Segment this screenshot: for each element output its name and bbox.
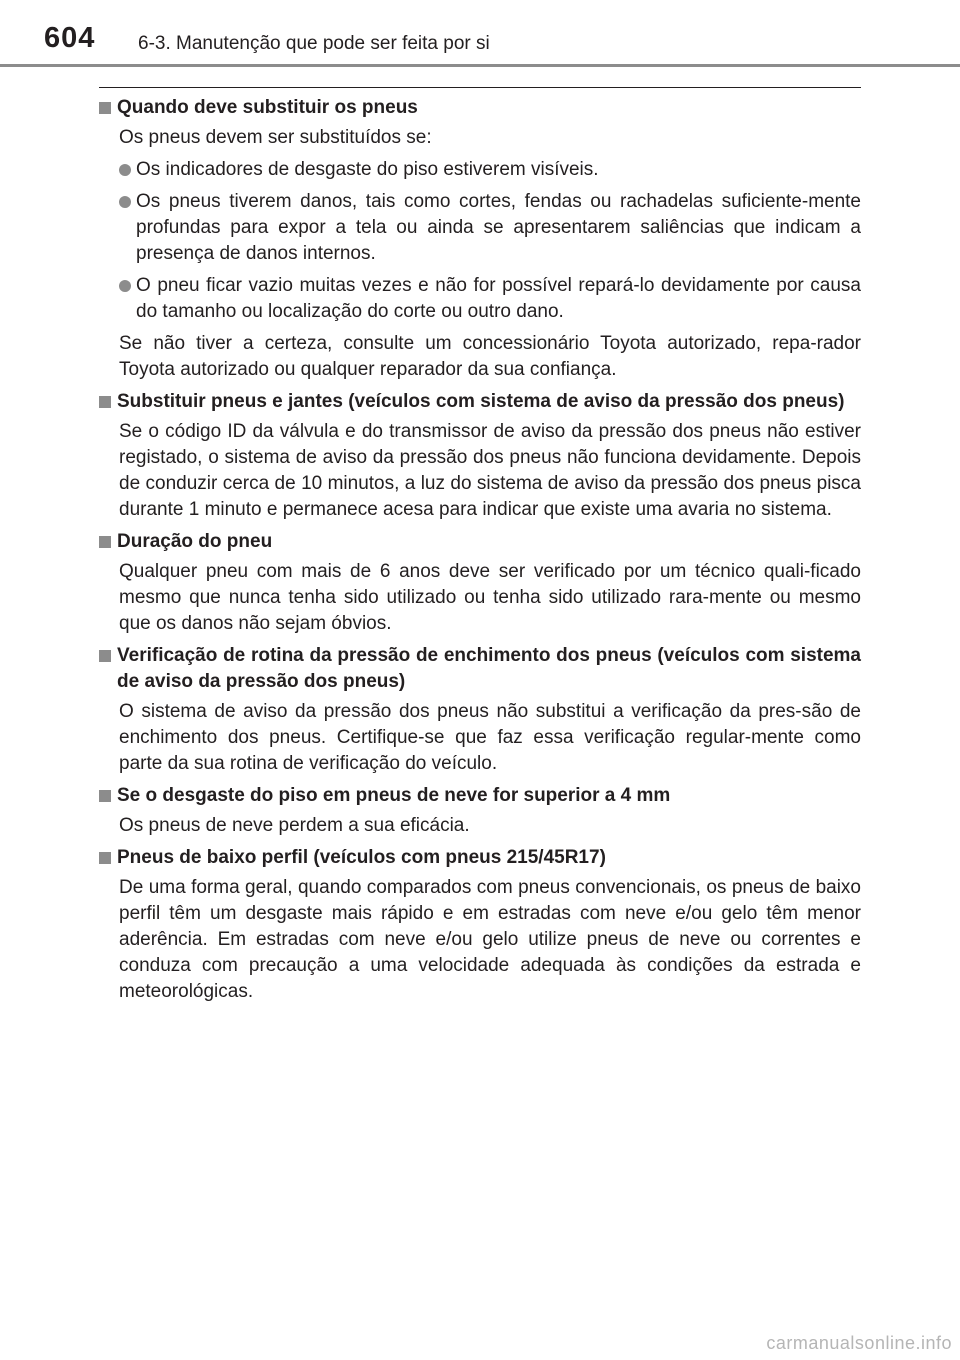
content-divider — [99, 87, 861, 88]
watermark: carmanualsonline.info — [766, 1333, 952, 1353]
section-heading: Quando deve substituir os pneus — [99, 95, 861, 121]
page-content — [99, 95, 861, 1011]
page-number: 604 — [44, 22, 96, 54]
section-heading: Substituir pneus e jantes (veículos com sistema de aviso da pressão dos pneus) — [99, 389, 861, 415]
section-body: De uma forma geral, quando comparados com pneus convencionais, os pneus de baixo perfil têm um desgaste mais rápido e em estradas com neve e/ou gelo têm menor aderência. Em estradas com neve e/ou gelo utilize pneus de neve ou correntes e conduza com precaução a uma velocidade adequada às condições da estrada e meteorológicas. — [119, 877, 861, 1002]
section-replacing-tires-wheels — [99, 389, 861, 523]
square-bullet-icon — [99, 396, 111, 408]
section-heading: Se o desgaste do piso em pneus de neve for superior a 4 mm — [99, 783, 861, 809]
section-body: Os pneus de neve perdem a sua eficácia. — [119, 815, 470, 836]
section-heading: Pneus de baixo perfil (veículos com pneus 215/45R17) — [99, 845, 861, 871]
section-routine-pressure-check — [99, 643, 861, 777]
square-bullet-icon — [99, 650, 111, 662]
page-header — [0, 0, 960, 66]
square-bullet-icon — [99, 536, 111, 548]
section-when-to-replace — [99, 95, 861, 383]
circle-bullet-icon — [119, 280, 131, 292]
section-snow-tire-wear — [99, 783, 861, 839]
square-bullet-icon — [99, 102, 111, 114]
list-item: Os indicadores de desgaste do piso estiverem visíveis. — [119, 157, 861, 183]
section-heading: Duração do pneu — [99, 529, 861, 555]
list-item: O pneu ficar vazio muitas vezes e não for possível repará-lo devidamente por causa do tamanho ou localização do corte ou outro dano. — [119, 273, 861, 325]
list-item: Os pneus tiverem danos, tais como cortes, fendas ou rachadelas suficiente-mente profundas para expor a tela ou ainda se apresentarem saliências que indicam a presença de danos internos. — [119, 189, 861, 267]
header-divider — [0, 64, 960, 67]
section-intro: Os pneus devem ser substituídos se: — [119, 127, 432, 148]
section-heading: Verificação de rotina da pressão de enchimento dos pneus (veículos com sistema de aviso da pressão dos pneus) — [99, 643, 861, 695]
square-bullet-icon — [99, 790, 111, 802]
section-body: Se o código ID da válvula e do transmissor de aviso da pressão dos pneus não estiver registado, o sistema de aviso da pressão dos pneus não funciona devidamente. Depois de conduzir cerca de 10 minutos, a luz do sistema de aviso da pressão dos pneus pisca durante 1 minuto e permanece acesa para indicar que existe uma avaria no sistema. — [119, 421, 861, 520]
section-tire-lifespan — [99, 529, 861, 637]
section-body: O sistema de aviso da pressão dos pneus não substitui a verificação da pres-são de enchimento dos pneus. Certifique-se que faz essa verificação regular-mente como parte da sua rotina de verificação do veículo. — [119, 701, 861, 774]
circle-bullet-icon — [119, 196, 131, 208]
square-bullet-icon — [99, 852, 111, 864]
section-outro: Se não tiver a certeza, consulte um concessionário Toyota autorizado, repa-rador Toyota autorizado ou qualquer reparador da sua confiança. — [119, 333, 861, 380]
section-low-profile-tires — [99, 845, 861, 1005]
section-body: Qualquer pneu com mais de 6 anos deve ser verificado por um técnico quali-ficado mesmo que nunca tenha sido utilizado ou tenha sido utilizado rara-mente ou mesmo que os danos não sejam óbvios. — [119, 561, 861, 634]
circle-bullet-icon — [119, 164, 131, 176]
chapter-title: 6-3. Manutenção que pode ser feita por si — [138, 33, 490, 54]
